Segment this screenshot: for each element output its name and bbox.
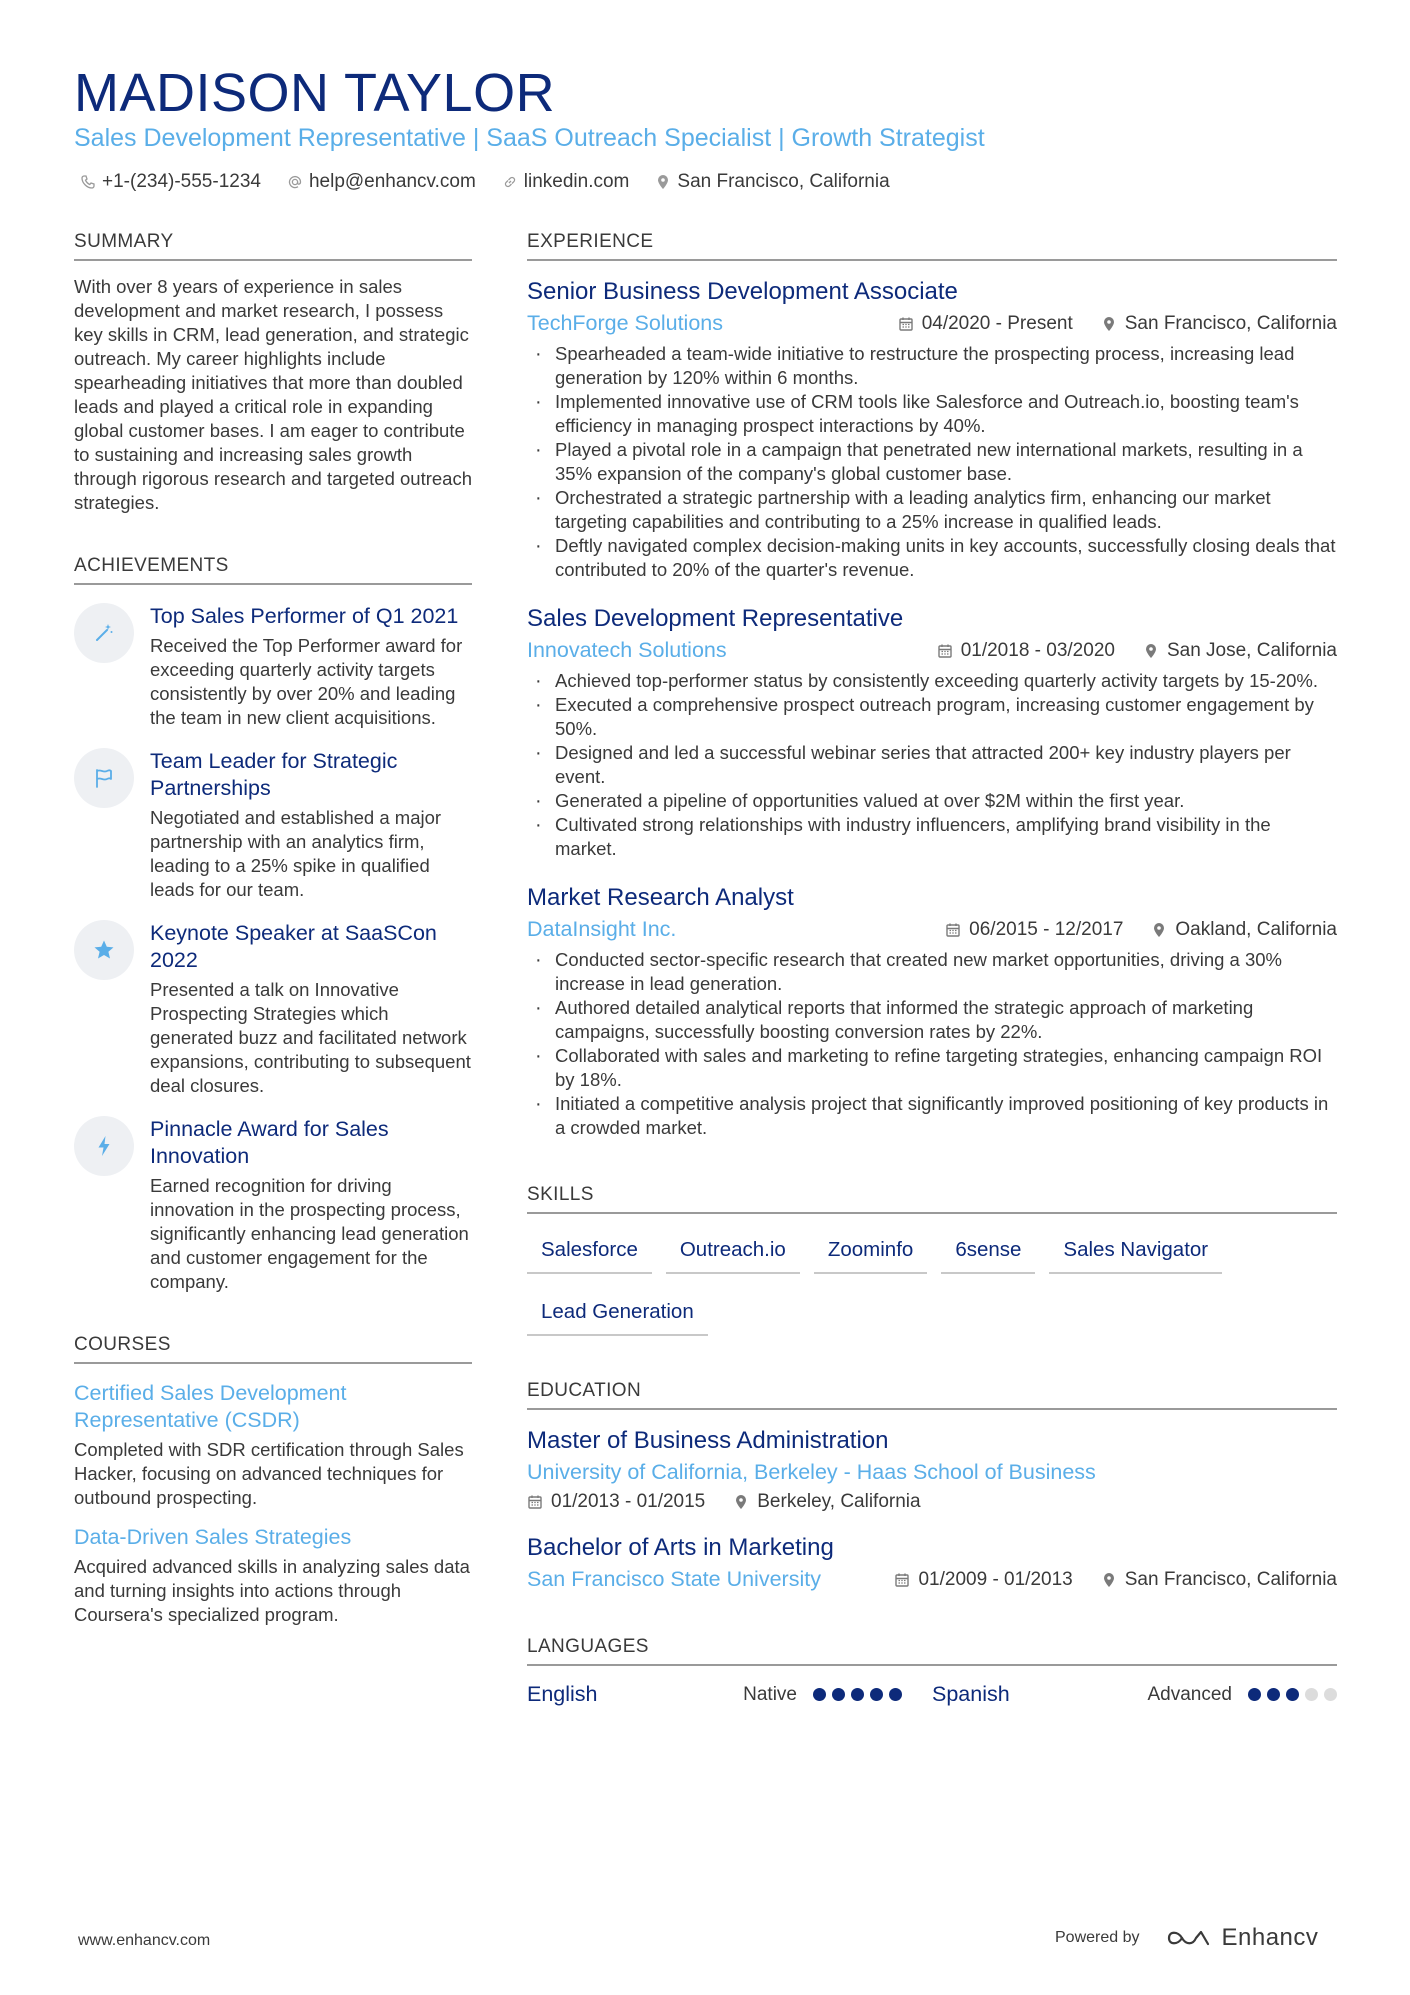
contact-bar bbox=[80, 171, 890, 193]
course-description: Completed with SDR certification through Sales Hacker, focusing on advanced techniques for outbound prospecting. bbox=[74, 1439, 464, 1508]
achievements-section bbox=[74, 555, 472, 1294]
at-icon bbox=[287, 174, 303, 190]
job-bullet: · Implemented innovative use of CRM tools like Salesforce and Outreach.io, boosting team's efficiency in managing prospect interactions by 40%. bbox=[527, 390, 1337, 438]
enhancv-logo-icon bbox=[1166, 1926, 1212, 1950]
job-location bbox=[1101, 313, 1337, 335]
course-title: Certified Sales Development Representative (CSDR) bbox=[74, 1381, 347, 1432]
achievement-icon-wrap bbox=[74, 603, 134, 663]
left-column bbox=[74, 231, 472, 1627]
job-bullet: · Cultivated strong relationships with industry influencers, amplifying brand visibility in the market. bbox=[527, 813, 1337, 861]
language-rating bbox=[1248, 1688, 1337, 1701]
job-dates-text: 01/2018 - 03/2020 bbox=[960, 639, 1115, 661]
language-level: Native bbox=[743, 1683, 797, 1705]
degree-title: Bachelor of Arts in Marketing bbox=[527, 1534, 834, 1561]
education-heading: EDUCATION bbox=[527, 1380, 1337, 1410]
job-location-text: San Francisco, California bbox=[1124, 312, 1337, 334]
experience-heading: EXPERIENCE bbox=[527, 231, 1337, 261]
skill-tag: 6sense bbox=[941, 1228, 1035, 1274]
job-location bbox=[1143, 640, 1337, 662]
footer-branding bbox=[1055, 1924, 1318, 1952]
job-dates bbox=[945, 919, 1123, 941]
lightning-icon bbox=[92, 1134, 116, 1158]
skill-list bbox=[527, 1228, 1337, 1336]
job-bullet: · Deftly navigated complex decision-making units in key accounts, successfully closing deals that contributed to 20% of the quarter's revenue. bbox=[527, 534, 1337, 582]
education-entry bbox=[527, 1426, 1337, 1513]
map-pin-icon bbox=[733, 1494, 749, 1510]
achievement-body bbox=[150, 1116, 472, 1294]
achievement-item bbox=[74, 603, 472, 730]
rating-dot-filled bbox=[870, 1688, 883, 1701]
company-name: TechForge Solutions bbox=[527, 311, 723, 335]
language-name: Spanish bbox=[932, 1682, 1010, 1706]
email-text[interactable]: help@enhancv.com bbox=[308, 171, 476, 192]
phone-icon bbox=[80, 174, 96, 190]
language-name: English bbox=[527, 1682, 598, 1706]
job-bullet: · Collaborated with sales and marketing to refine targeting strategies, enhancing campaign ROI by 18%. bbox=[527, 1044, 1337, 1092]
job-location-text: Oakland, California bbox=[1175, 918, 1337, 940]
rating-dot-empty bbox=[1324, 1688, 1337, 1701]
language-item bbox=[527, 1682, 932, 1707]
achievement-body bbox=[150, 920, 472, 1098]
brand-name: Enhancv bbox=[1221, 1924, 1319, 1951]
skill-tag: Sales Navigator bbox=[1049, 1228, 1222, 1274]
map-pin-icon bbox=[655, 174, 671, 190]
achievement-description: Received the Top Performer award for exceeding quarterly activity targets consistently by over 20% and leading the team in new client acquisitions. bbox=[150, 635, 463, 728]
map-pin-icon bbox=[1143, 643, 1159, 659]
job-title: Senior Business Development Associate bbox=[527, 278, 958, 305]
contact-location bbox=[655, 171, 889, 193]
achievement-description: Presented a talk on Innovative Prospecting Strategies which generated buzz and facilitated network expansions, contributing to subsequent deal closures. bbox=[150, 979, 471, 1096]
skill-tag: Lead Generation bbox=[527, 1290, 708, 1336]
education-dates-text: 01/2009 - 01/2013 bbox=[918, 1568, 1073, 1590]
job-bullet: · Spearheaded a team-wide initiative to restructure the prospecting process, increasing lead generation by 120% within 6 months. bbox=[527, 342, 1337, 390]
rating-dot-filled bbox=[851, 1688, 864, 1701]
calendar-icon bbox=[898, 316, 914, 332]
summary-text: With over 8 years of experience in sales development and market research, I possess key skills in CRM, lead generation, and strategic outreach. My career highlights include spearheading initiatives that more than doubled leads and played a critical role in expanding global customer bases. I am eager to contribute to sustaining and increasing sales growth through rigorous research and targeted outreach strategies. bbox=[74, 276, 473, 513]
job-meta bbox=[527, 638, 1337, 663]
rating-dot-empty bbox=[1305, 1688, 1318, 1701]
courses-heading: COURSES bbox=[74, 1334, 472, 1364]
footer-website[interactable]: www.enhancv.com bbox=[78, 1932, 211, 1949]
achievement-description: Negotiated and established a major partnership with an analytics firm, leading to a 25% spike in qualified leads for our team. bbox=[150, 807, 442, 900]
education-entry bbox=[527, 1533, 1337, 1592]
language-rating bbox=[813, 1688, 902, 1701]
education-section bbox=[527, 1380, 1337, 1592]
job-bullets bbox=[527, 342, 1337, 582]
contact-linkedin bbox=[502, 171, 630, 193]
summary-section bbox=[74, 231, 472, 515]
job-dates-text: 04/2020 - Present bbox=[921, 312, 1073, 334]
achievement-title: Pinnacle Award for Sales Innovation bbox=[150, 1117, 389, 1168]
skill-tag: Zoominfo bbox=[814, 1228, 927, 1274]
rating-dot-filled bbox=[813, 1688, 826, 1701]
languages-row bbox=[527, 1682, 1337, 1707]
calendar-icon bbox=[527, 1494, 543, 1510]
company-name: DataInsight Inc. bbox=[527, 917, 677, 941]
contact-phone bbox=[80, 171, 261, 193]
rating-dot-filled bbox=[1248, 1688, 1261, 1701]
job-entry bbox=[527, 277, 1337, 582]
achievement-icon-wrap bbox=[74, 748, 134, 808]
job-title: Sales Development Representative bbox=[527, 605, 904, 632]
job-bullet: · Played a pivotal role in a campaign that penetrated new international markets, resulting in a 35% expansion of the company's global customer base. bbox=[527, 438, 1337, 486]
course-title: Data-Driven Sales Strategies bbox=[74, 1525, 352, 1549]
languages-heading: LANGUAGES bbox=[527, 1636, 1337, 1666]
achievement-item bbox=[74, 1116, 472, 1294]
company-name: Innovatech Solutions bbox=[527, 638, 727, 662]
job-bullet: · Initiated a competitive analysis project that significantly improved positioning of key products in a crowded market. bbox=[527, 1092, 1337, 1140]
job-bullets bbox=[527, 669, 1337, 861]
job-entry bbox=[527, 883, 1337, 1140]
education-location-text: Berkeley, California bbox=[757, 1491, 921, 1512]
job-dates bbox=[937, 640, 1115, 662]
map-pin-icon bbox=[1101, 316, 1117, 332]
school-name: San Francisco State University bbox=[527, 1567, 821, 1591]
job-meta bbox=[527, 917, 1337, 942]
rating-dot-filled bbox=[889, 1688, 902, 1701]
calendar-icon bbox=[945, 922, 961, 938]
school-name: University of California, Berkeley - Haas School of Business bbox=[527, 1460, 1096, 1484]
languages-section bbox=[527, 1636, 1337, 1707]
degree-title: Master of Business Administration bbox=[527, 1427, 889, 1454]
education-dates-text: 01/2013 - 01/2015 bbox=[551, 1491, 706, 1512]
job-bullet: · Achieved top-performer status by consistently exceeding quarterly activity targets by 15-20%. bbox=[527, 669, 1337, 693]
magic-wand-icon bbox=[92, 621, 116, 645]
job-bullet: · Conducted sector-specific research that created new market opportunities, driving a 30% increase in lead generation. bbox=[527, 948, 1337, 996]
achievement-body bbox=[150, 748, 472, 902]
calendar-icon bbox=[894, 1572, 910, 1588]
education-location-text: San Francisco, California bbox=[1124, 1568, 1337, 1590]
rating-dot-filled bbox=[832, 1688, 845, 1701]
achievement-item bbox=[74, 920, 472, 1098]
achievement-item bbox=[74, 748, 472, 902]
job-dates bbox=[898, 313, 1073, 335]
achievement-body bbox=[150, 603, 472, 730]
skill-tag: Outreach.io bbox=[666, 1228, 800, 1274]
powered-by-label: Powered by bbox=[1055, 1929, 1140, 1946]
job-bullet: · Generated a pipeline of opportunities valued at over $2M within the first year. bbox=[527, 789, 1337, 813]
skill-tag: Salesforce bbox=[527, 1228, 652, 1274]
job-title: Market Research Analyst bbox=[527, 884, 794, 911]
education-dates bbox=[894, 1569, 1072, 1591]
location-text: San Francisco, California bbox=[677, 171, 890, 192]
summary-heading: SUMMARY bbox=[74, 231, 472, 261]
map-pin-icon bbox=[1101, 1572, 1117, 1588]
job-location-text: San Jose, California bbox=[1166, 639, 1337, 661]
education-meta bbox=[527, 1567, 1337, 1592]
map-pin-icon bbox=[1151, 922, 1167, 938]
achievement-title: Keynote Speaker at SaaSCon 2022 bbox=[150, 921, 437, 972]
job-bullet: · Designed and led a successful webinar series that attracted 200+ key industry players per event. bbox=[527, 741, 1337, 789]
job-entry bbox=[527, 604, 1337, 861]
rating-dot-filled bbox=[1286, 1688, 1299, 1701]
calendar-icon bbox=[937, 643, 953, 659]
achievement-icon-wrap bbox=[74, 1116, 134, 1176]
courses-section bbox=[74, 1334, 472, 1627]
job-bullets bbox=[527, 948, 1337, 1140]
skills-heading: SKILLS bbox=[527, 1184, 1337, 1214]
achievement-title: Top Sales Performer of Q1 2021 bbox=[150, 604, 459, 628]
language-item bbox=[932, 1682, 1337, 1707]
skills-section bbox=[527, 1184, 1337, 1336]
course-description: Acquired advanced skills in analyzing sales data and turning insights into actions through Coursera's specialized program. bbox=[74, 1556, 470, 1625]
education-location bbox=[733, 1491, 920, 1513]
achievement-icon-wrap bbox=[74, 920, 134, 980]
experience-section bbox=[527, 231, 1337, 1140]
job-bullet: · Executed a comprehensive prospect outreach program, increasing customer engagement by 50%. bbox=[527, 693, 1337, 741]
rating-dot-filled bbox=[1267, 1688, 1280, 1701]
language-level: Advanced bbox=[1147, 1683, 1232, 1705]
flag-icon bbox=[92, 766, 116, 790]
job-location bbox=[1151, 919, 1337, 941]
linkedin-text[interactable]: linkedin.com bbox=[523, 171, 630, 192]
link-icon bbox=[502, 174, 518, 190]
achievements-heading: ACHIEVEMENTS bbox=[74, 555, 472, 585]
right-column bbox=[527, 231, 1337, 1707]
job-bullet: · Orchestrated a strategic partnership with a leading analytics firm, enhancing our market targeting capabilities and contributing to a 25% increase in qualified leads. bbox=[527, 486, 1337, 534]
education-details bbox=[527, 1491, 1337, 1513]
education-meta bbox=[527, 1460, 1337, 1485]
phone-text[interactable]: +1-(234)-555-1234 bbox=[102, 171, 261, 192]
achievement-description: Earned recognition for driving innovation in the prospecting process, significantly enhancing lead generation and customer engagement for the company. bbox=[150, 1175, 469, 1292]
job-meta bbox=[527, 311, 1337, 336]
star-icon bbox=[92, 938, 116, 962]
candidate-tagline: Sales Development Representative | SaaS Outreach Specialist | Growth Strategist bbox=[74, 124, 985, 152]
contact-email bbox=[287, 171, 476, 193]
job-dates-text: 06/2015 - 12/2017 bbox=[969, 918, 1124, 940]
education-location bbox=[1101, 1569, 1337, 1591]
candidate-name: MADISON TAYLOR bbox=[74, 63, 556, 123]
brand-logo[interactable] bbox=[1166, 1924, 1319, 1952]
job-bullet: · Authored detailed analytical reports that informed the strategic approach of marketing campaigns, successfully boosting conversion rates by 22%. bbox=[527, 996, 1337, 1044]
achievement-title: Team Leader for Strategic Partnerships bbox=[150, 749, 398, 800]
education-dates bbox=[527, 1491, 705, 1513]
